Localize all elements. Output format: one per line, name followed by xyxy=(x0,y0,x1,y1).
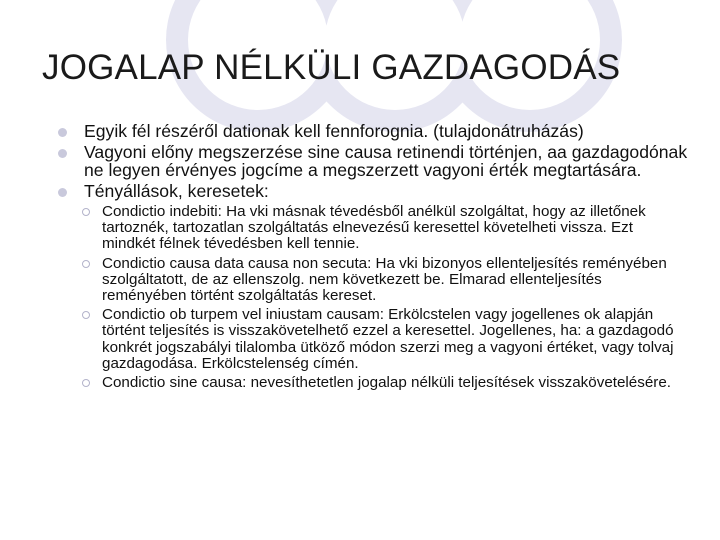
sub-bullet-item xyxy=(80,375,688,391)
bullet-text: Egyik fél részéről dationak kell fennforognia. (tulajdonátruházás) xyxy=(84,121,584,141)
bullet-icon xyxy=(58,149,67,158)
ring-bullet-icon xyxy=(82,208,90,216)
ring-bullet-icon xyxy=(82,260,90,268)
sub-bullet-list xyxy=(80,204,688,391)
bullet-icon xyxy=(58,188,67,197)
sub-bullet-text: Condictio ob turpem vel iniustam causam: Erkölcstelen vagy jogellenes ok alapján történt teljesítés is visszakövetelhető ezzel a keresettel. Jogellenes, ha: a gazdagodó konkrét jogszabályi tilalomba ütköző módon szerzi meg a vagyoni értéket, vagy tolvaj gazdagodása. Erkölcstelenség címén. xyxy=(102,306,674,372)
ring-bullet-icon xyxy=(82,379,90,387)
bullet-item xyxy=(58,122,688,141)
sub-bullet-item xyxy=(80,204,688,253)
sub-bullet-text: Condictio indebiti: Ha vki másnak tévedésből anélkül szolgáltat, hogy az illetőnek tartoznék, tartozatlan szolgáltatás elnevezésű keresettel követelheti vissza. Ezt mindkét félnek tévedésben kell tennie. xyxy=(102,203,646,253)
bullet-item xyxy=(58,143,688,180)
bullet-text: Vagyoni előny megszerzése sine causa retinendi történjen, aa gazdagodónak ne legyen érvényes jogcíme a megszerzett vagyoni érték megtartására. xyxy=(84,141,688,180)
sub-bullet-item xyxy=(80,307,688,372)
bullet-item xyxy=(58,182,688,201)
slide-title: JOGALAP NÉLKÜLI GAZDAGODÁS xyxy=(42,48,621,87)
ring-bullet-icon xyxy=(82,311,90,319)
bullet-text: Tényállások, keresetek: xyxy=(84,180,269,201)
slide-content xyxy=(58,122,688,394)
sub-bullet-text: Condictio causa data causa non secuta: Ha vki bizonyos ellenteljesítés reményében szolgáltatott, de az ellenszolg. nem következett be. Elmarad ellenteljesítés reményében történt szolgáltatás kereset. xyxy=(102,254,667,305)
bullet-icon xyxy=(58,128,67,137)
sub-bullet-item xyxy=(80,256,688,305)
sub-bullet-text: Condictio sine causa: nevesíthetetlen jogalap nélküli teljesítések visszakövetelésére. xyxy=(102,374,672,392)
